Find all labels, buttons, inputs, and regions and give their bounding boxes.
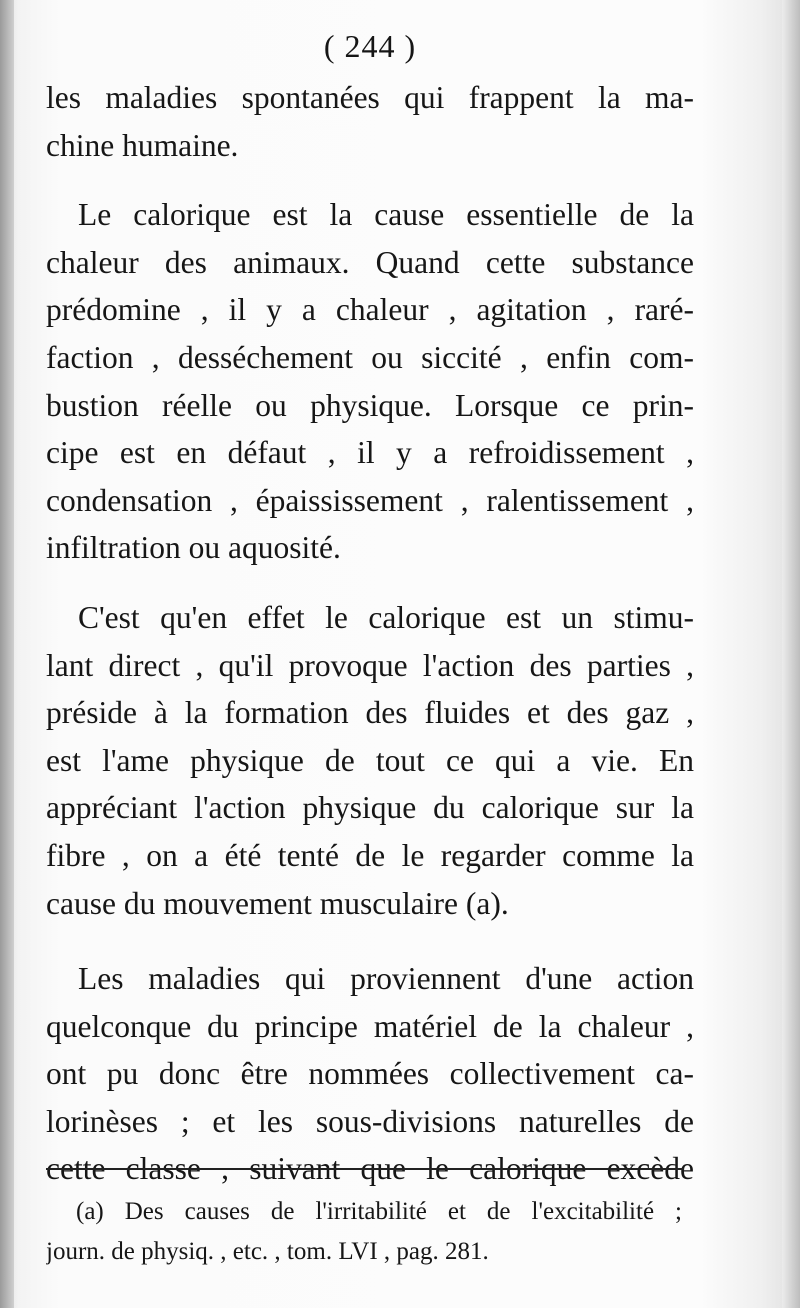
text-line: prédomine , il y a chaleur , agitation , raré- [46, 292, 694, 328]
page-edge-shadow [782, 0, 800, 1308]
page-spine-shadow [0, 0, 14, 1308]
text-line: bustion réelle ou physique. Lorsque ce prin- [46, 387, 694, 423]
text-line: faction , desséchement ou siccité , enfin com- [46, 339, 694, 375]
paragraph-gap [46, 927, 694, 955]
paragraph-gap [46, 169, 694, 191]
text-line: cipe est en défaut , il y a refroidissement , [46, 435, 694, 471]
text-line: Le calorique est la cause essentielle de la [78, 197, 694, 233]
footnote [46, 1192, 682, 1272]
footnote-line: (a) Des causes de l'irritabilité et de l'excitabilité ; [76, 1198, 682, 1225]
footnote-line: journ. de physiq. , etc. , tom. LVI , pag. 281. [46, 1238, 489, 1265]
text-line: est l'ame physique de tout ce qui a vie. En [46, 742, 694, 778]
text-line: lorinèses ; et les sous-divisions naturelles de [46, 1103, 694, 1139]
text-line: appréciant l'action physique du calorique sur la [46, 790, 694, 826]
footnote-rule [46, 1168, 684, 1170]
text-line: C'est qu'en effet le calorique est un stimu- [78, 599, 694, 635]
text-line: condensation , épaississement , ralentissement , [46, 482, 694, 518]
text-line: chaleur des animaux. Quand cette substance [46, 244, 694, 280]
text-line: quelconque du principe matériel de la chaleur , [46, 1008, 694, 1044]
body-text [46, 74, 694, 1193]
text-line: préside à la formation des fluides et des gaz , [46, 695, 694, 731]
text-line: les maladies spontanées qui frappent la ma- [46, 80, 694, 115]
text-line: cette classe , suivant que le calorique excède [46, 1151, 694, 1187]
text-line: fibre , on a été tenté de le regarder comme la [46, 837, 694, 873]
paragraph-gap [46, 572, 694, 594]
text-line: Les maladies qui proviennent d'une action [78, 961, 694, 997]
page-number: ( 244 ) [323, 28, 417, 64]
text-line: cause du mouvement musculaire (a). [46, 885, 509, 921]
text-line: ont pu donc être nommées collectivement ca- [46, 1056, 694, 1092]
text-line: lant direct , qu'il provoque l'action des parties , [46, 647, 694, 683]
text-line: chine humaine. [46, 127, 239, 163]
text-line: infiltration ou aquosité. [46, 530, 341, 566]
